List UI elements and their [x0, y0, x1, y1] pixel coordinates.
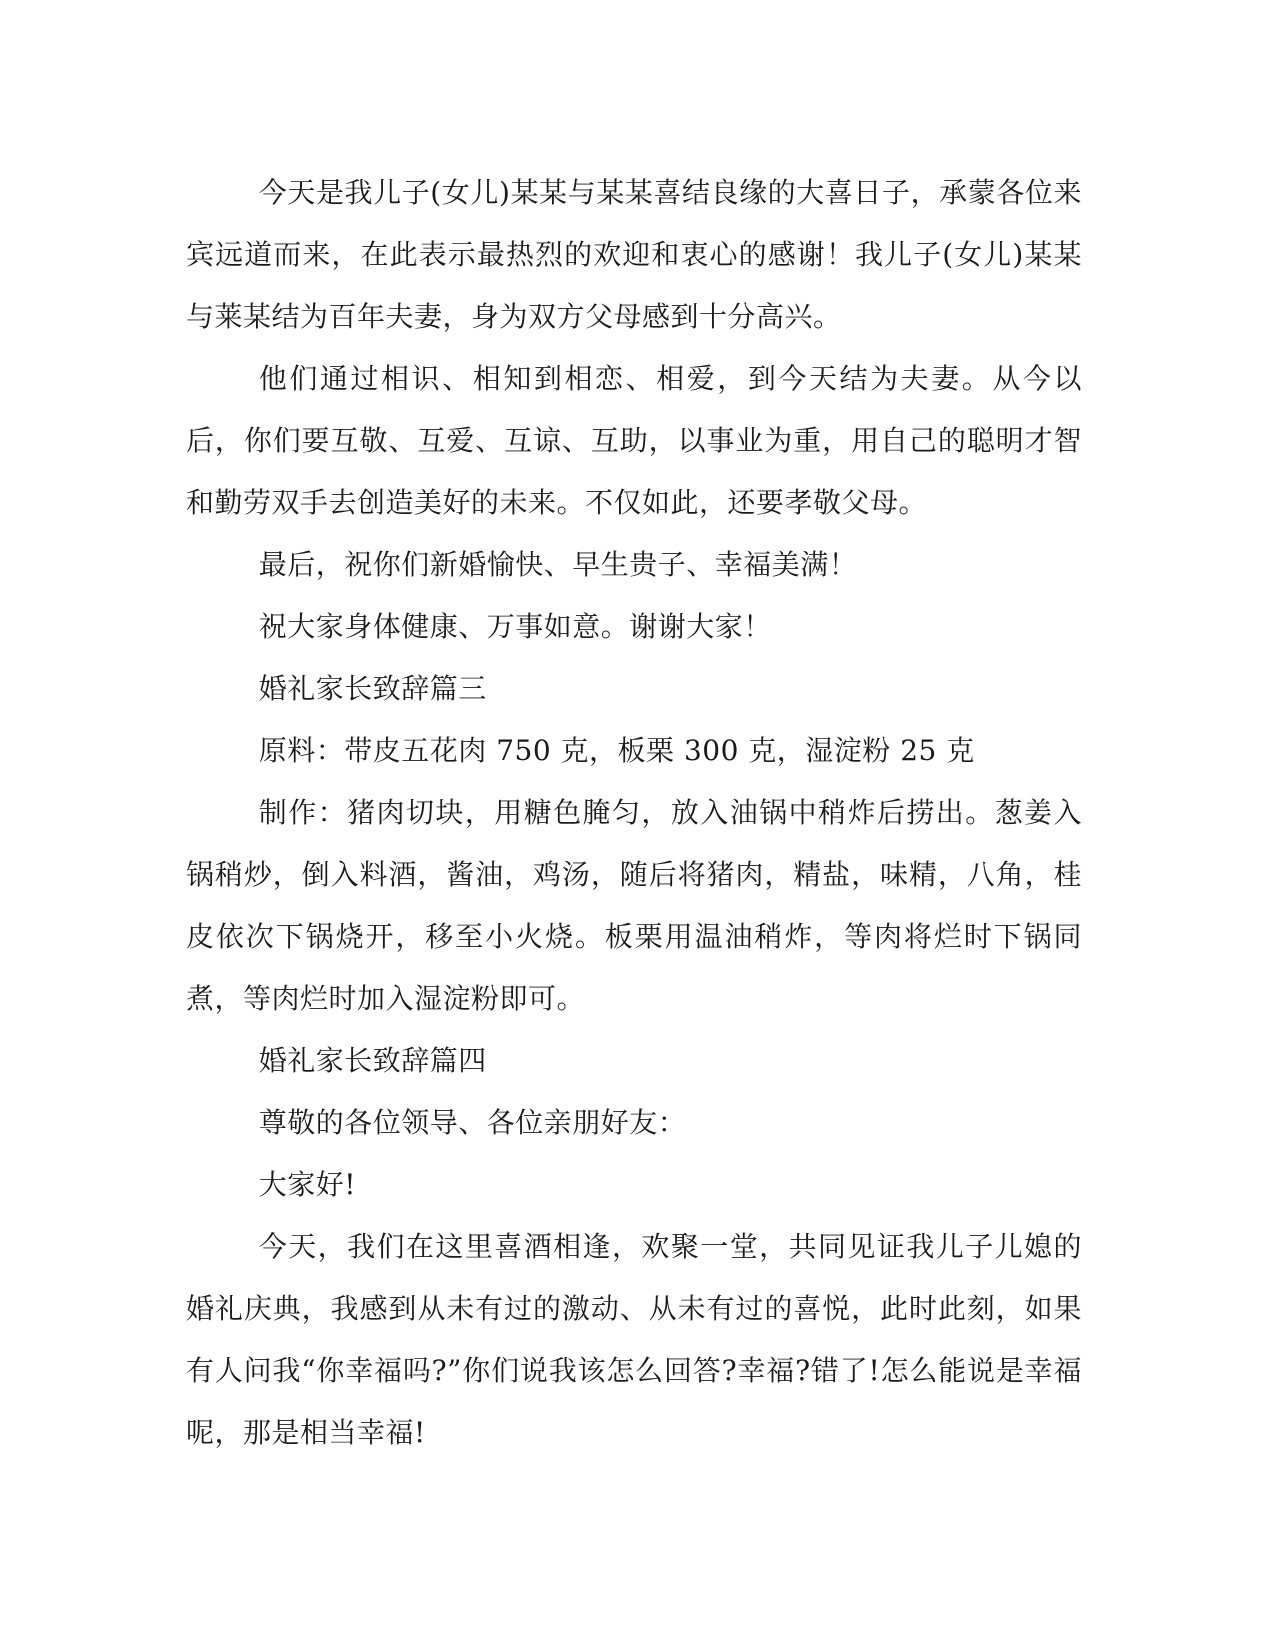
paragraph-opening-thanks: 今天是我儿子(女儿)某某与某某喜结良缘的大喜日子，承蒙各位来宾远道而来，在此表示最热烈的欢迎和衷心的感谢！我儿子(女儿)某某与莱某结为百年夫妻，身为双方父母感到十分高兴。	[186, 176, 1082, 333]
paragraph-couple-advice: 他们通过相识、相知到相恋、相爱，到今天结为夫妻。从今以后，你们要互敬、互爱、互谅、互助，以事业为重，用自己的聪明才智和勤劳双手去创造美好的未来。不仅如此，还要孝敬父母。	[186, 362, 1082, 519]
document-body	[186, 162, 1082, 1464]
paragraph-preparation: 制作：猪肉切块，用糖色腌匀，放入油锅中稍炸后捞出。葱姜入锅稍炒，倒入料酒，酱油，鸡汤，随后将猪肉，精盐，味精，八角，桂皮依次下锅烧开，移至小火烧。板栗用温油稍炸，等肉将烂时下锅同煮，等肉烂时加入湿淀粉即可。	[186, 796, 1082, 1015]
section-heading-part-three: 婚礼家长致辞篇三	[258, 672, 487, 705]
paragraph-ingredients: 原料：带皮五花肉 750 克，板栗 300 克，湿淀粉 25 克	[258, 734, 975, 767]
paragraph-wishes-couple: 最后，祝你们新婚愉快、早生贵子、幸福美满！	[258, 548, 858, 581]
paragraph-greeting: 大家好!	[258, 1168, 357, 1201]
paragraph-salutation: 尊敬的各位领导、各位亲朋好友：	[258, 1106, 687, 1139]
paragraph-happiness: 今天，我们在这里喜酒相逢，欢聚一堂，共同见证我儿子儿媳的婚礼庆典，我感到从未有过的激动、从未有过的喜悦，此时此刻，如果有人问我“你幸福吗?”你们说我该怎么回答?幸福?错了!怎么能说是幸福呢，那是相当幸福!	[186, 1230, 1082, 1449]
section-heading-part-four: 婚礼家长致辞篇四	[258, 1044, 487, 1077]
paragraph-wishes-guests: 祝大家身体健康、万事如意。谢谢大家！	[258, 610, 772, 643]
